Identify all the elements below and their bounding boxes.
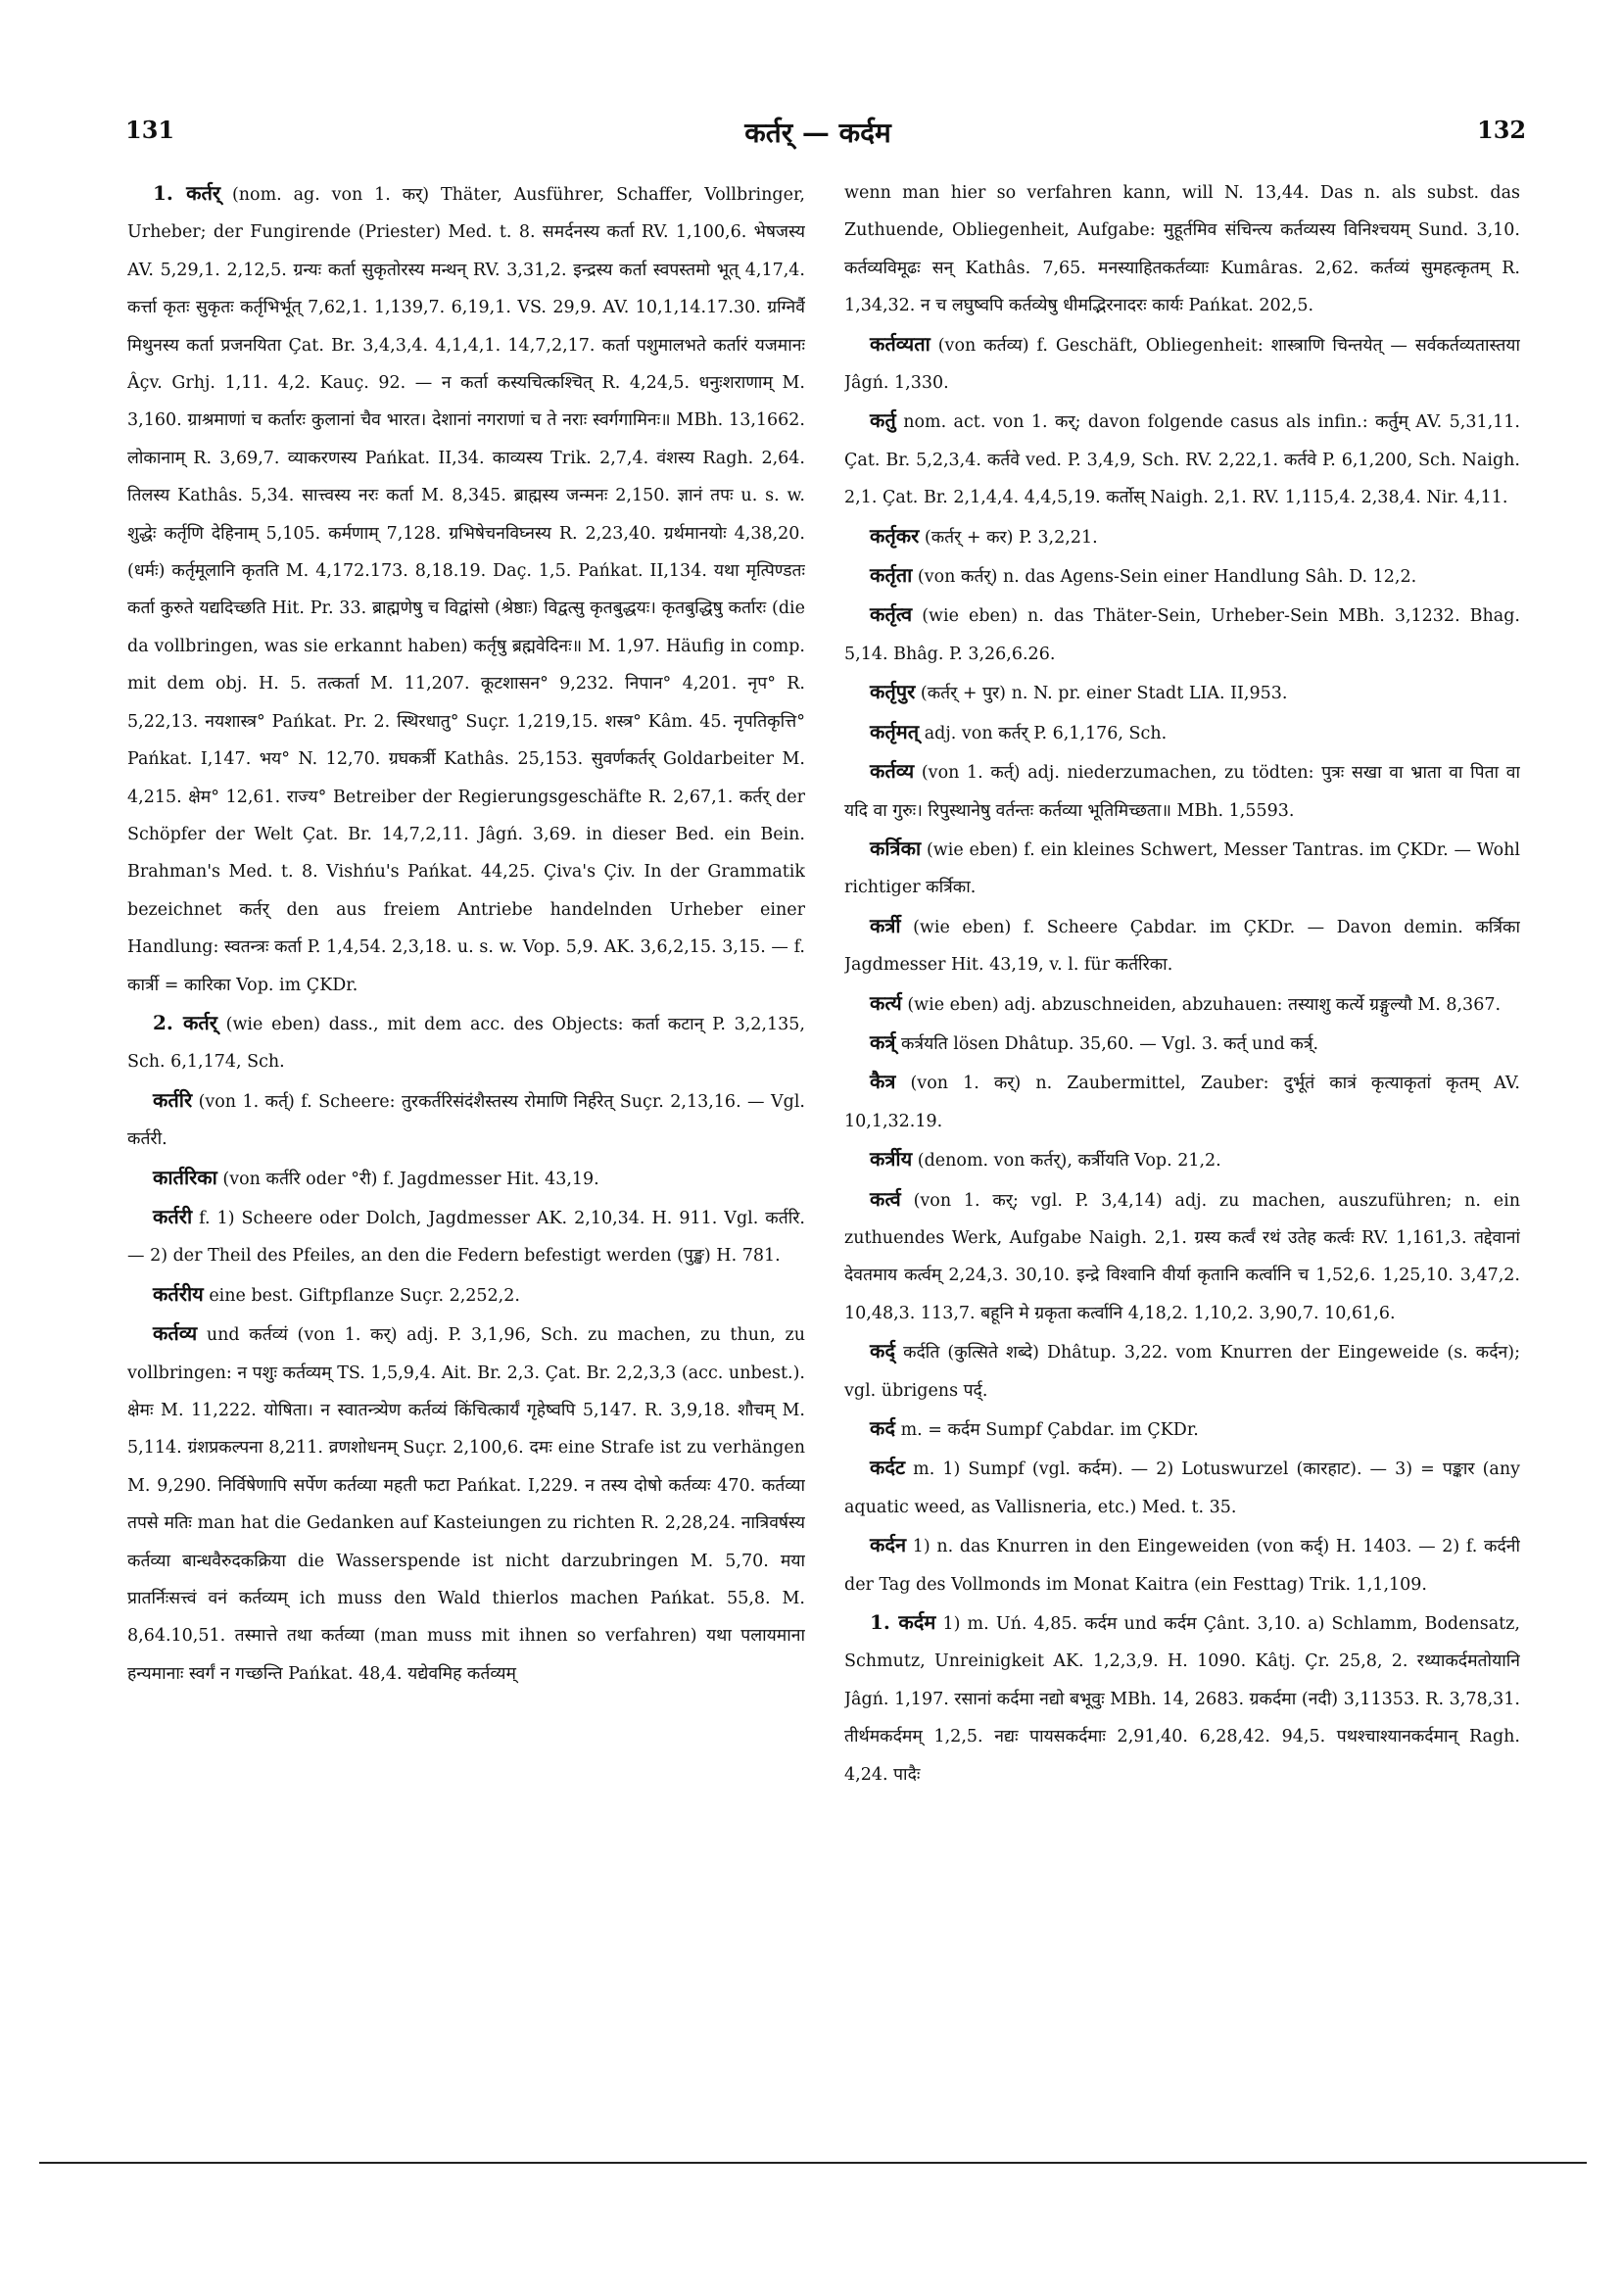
entry-headword: कर्तव्य	[153, 1321, 198, 1346]
dictionary-entry	[844, 325, 1520, 403]
entry-headword: कर्तरीय	[153, 1281, 204, 1306]
entry-text: (wie eben) f. ein kleines Schwert, Messer Tantras. im ÇKDr. — Wohl richtiger कर्त्रिका.	[844, 839, 1520, 898]
entry-headword: कर्त्र्	[870, 1029, 896, 1054]
dictionary-entry	[844, 1449, 1520, 1526]
dictionary-entry	[844, 1180, 1520, 1333]
entry-headword: कर्त्री	[870, 913, 901, 937]
entry-text: adj. von कर्तर् P. 6,1,176, Sch.	[924, 723, 1168, 743]
entry-text: eine best. Giftpflanze Suçr. 2,252,2.	[209, 1285, 520, 1306]
dictionary-entry	[844, 596, 1520, 673]
entry-text: (कर्तर् + कर) P. 3,2,21.	[924, 527, 1098, 548]
entry-text: (कर्तर् + पुर) n. N. pr. einer Stadt LIA. II,953.	[920, 684, 1288, 704]
entry-text: (von 1. कर्त्) adj. niederzumachen, zu tödten: पुत्रः सखा वा भ्राता वा पिता वा यदि वा गुरुः। रिपुस्थानेषु वर्तन्तः कर्तव्या भूतिमिच्छता॥ MBh. 1,5593.	[844, 763, 1520, 821]
entry-text: (von कर्तर्) n. das Agens-Sein einer Handlung Sâh. D. 12,2.	[917, 567, 1417, 588]
entry-text: (von 1. कर्त्) f. Scheere: तुरकर्तरिसंदंशैस्तस्य रोमाणि निर्हरेत् Suçr. 2,13,16. — Vgl. कर्तरी.	[127, 1091, 805, 1150]
dictionary-entry	[844, 1603, 1520, 1794]
dictionary-entry	[127, 1081, 805, 1159]
dictionary-entry	[844, 1332, 1520, 1410]
entry-headword: कर्तव्यता	[870, 331, 930, 356]
entry-headword: 1. कर्तर्	[153, 181, 221, 205]
dictionary-entry	[844, 907, 1520, 984]
entry-text: (wie eben) adj. abzuschneiden, abzuhauen: तस्याशु कर्त्ये ग्रङ्गुल्यौ M. 8,367.	[907, 994, 1502, 1015]
left-column	[127, 174, 805, 2147]
dictionary-entry	[844, 1410, 1520, 1449]
entry-headword: कर्त्व	[870, 1186, 901, 1211]
entry-text: 1) m. Uń. 4,85. कर्दम und कर्दम Çânt. 3,10. a) Schlamm, Bodensatz, Schmutz, Unreinigkeit AK. 1,2,3,9. H. 1090. Kâtj. Çr. 25,8, 2. रथ्याकर्दमतोयानि Jâgń. 1,197. रसानां कर्दमा नद्यो बभूवुः MBh. 14, 2683. ग्रकर्दमा (नदी) 3,11353. R. 3,78,31. तीर्थमकर्दमम् 1,2,5. नद्यः पायसकर्दमाः 2,91,40. 6,28,42. 94,5. पथश्चाश्यानकर्दमान् Ragh. 4,24. पादैः	[844, 1614, 1520, 1785]
entry-headword: कर्द्	[870, 1339, 895, 1363]
entry-text: m. = कर्दम Sumpf Çabdar. im ÇKDr.	[900, 1420, 1199, 1440]
entry-headword: कैत्र	[870, 1070, 896, 1094]
dictionary-entry	[127, 1315, 805, 1693]
dictionary-entry	[844, 1063, 1520, 1140]
entry-text: (wie eben) n. das Thäter-Sein, Urheber-Sein MBh. 3,1232. Bhag. 5,14. Bhâg. P. 3,26,6.26.	[844, 606, 1520, 664]
dictionary-entry	[127, 1275, 805, 1315]
entry-headword: कर्दन	[870, 1533, 907, 1557]
entry-headword: कर्तु	[870, 408, 896, 433]
dictionary-entry	[844, 752, 1520, 830]
dictionary-entry	[844, 402, 1520, 516]
dictionary-entry	[844, 556, 1520, 596]
entry-text: कर्त्रयति lösen Dhâtup. 35,60. — Vgl. 3. कर्त् und कर्त्र्.	[900, 1033, 1319, 1054]
running-head: कर्तर् — कर्दम	[744, 117, 891, 149]
entry-headword: कर्तृपुर	[870, 680, 916, 704]
dictionary-entry	[844, 830, 1520, 907]
entry-headword: कर्त्रीय	[870, 1147, 913, 1172]
entry-text: nom. act. von 1. कर्; davon folgende casus als infin.: कर्तुम् AV. 5,31,11. Çat. Br. 5,2,3,4. कर्तवे ved. P. 3,4,9, Sch. RV. 2,22,1. कर्तवे P. 6,1,200, Sch. Naigh. 2,1. Çat. Br. 2,1,4,4. 4,4,5,19. कर्तोस् Naigh. 2,1. RV. 1,115,4. 2,38,4. Nir. 4,11.	[844, 412, 1520, 508]
entry-text: (nom. ag. von 1. कर्) Thäter, Ausführer, Schaffer, Vollbringer, Urheber; der Fungirende (Priester) Med. t. 8. समर्दनस्य कर्ता RV. 1,100,6. भेषजस्य AV. 5,29,1. 2,12,5. ग्रन्यः कर्ता सुकृतोरस्य मन्थन् RV. 3,31,2. इन्द्रस्य कर्ता स्वपस्तमो भूत् 4,17,4. कर्त्ता कृतः सुकृतः कर्तृभिर्भूत् 7,62,1. 1,139,7. 6,19,1. VS. 29,9. AV. 10,1,14.17.30. ग्रग्निर्वै मिथुनस्य कर्ता प्रजनयिता Çat. Br. 3,4,3,4. 4,1,4,1. 14,7,2,17. कर्ता पशुमालभते कर्तारं यजमानः Âçv. Grhj. 1,11. 4,2. Kauç. 92. — न कर्ता कस्यचित्कश्चित् R. 4,24,5. धनुःशराणाम् M. 3,160. ग्राश्रमाणां च कर्तारः कुलानां चैव भारत। देशानां नगराणां च ते नराः स्वर्गगामिनः॥ MBh. 13,1662. लोकानाम् R. 3,69,7. व्याकरणस्य Pańkat. II,34. काव्यस्य Trik. 2,7,4. वंशस्य Ragh. 2,64. तिलस्य Kathâs. 5,34. सात्त्वस्य नरः कर्ता M. 8,345. ब्राह्मस्य जन्मनः 2,150. ज्ञानं तपः u. s. w. शुद्धेः कर्तृणि देहिनाम् 5,105. कर्मणाम् 7,128. ग्रभिषेचनविघ्नस्य R. 2,23,40. ग्रर्थमानयोः 4,38,20. (धर्मः) कर्तृमूलानि कृतति M. 4,172.173. 8,18.19. Daç. 1,5. Pańkat. II,134. यथा मृत्पिण्डतः कर्ता कुरुते यद्यदिच्छति Hit. Pr. 33. ब्राह्मणेषु च विद्वांसो (श्रेष्ठाः) विद्वत्सु कृतबुद्धयः। कृतबुद्धिषु कर्तारः (die da vollbringen, was sie erkannt haben) कर्तृषु ब्रह्मवेदिनः॥ M. 1,97. Häufig in comp. mit dem obj. H. 5. तत्कर्ता M. 11,207. कूटशासन° 9,232. निपान° 4,201. नृप° R. 5,22,13. नयशास्त्र° Pańkat. Pr. 2. स्थिरधातु° Suçr. 1,219,15. शस्त्र° Kâm. 45. नृपतिकृत्ति° Pańkat. I,147. भय° N. 12,70. ग्रघकर्त्री Kathâs. 25,153. सुवर्णकर्तर् Goldarbeiter M. 4,215. क्षेम° 12,61. राज्य° Betreiber der Regierungsgeschäfte R. 2,67,1. कर्तर् der Schöpfer der Welt Çat. Br. 14,7,2,11. Jâgń. 3,69. in dieser Bed. ein Bein. Brahman's Med. t. 8. Vishńu's Pańkat. 44,25. Çiva's Çiv. In der Grammatik bezeichnet कर्तर् den aus freiem Antriebe handelnden Urheber einer Handlung: स्वतन्त्रः कर्ता P. 1,4,54. 2,3,18. u. s. w. Vop. 5,9. AK. 3,6,2,15. 3,15. — f. कार्त्री = कारिका Vop. im ÇKDr.	[127, 185, 805, 995]
dictionary-entry	[844, 1526, 1520, 1603]
dictionary-entry	[844, 713, 1520, 752]
entry-text: 1) n. das Knurren in den Eingeweiden (von कर्द्) H. 1403. — 2) f. कर्दनी der Tag des Vollmonds im Monat Kaitra (ein Festtag) Trik. 1,1,109.	[844, 1537, 1520, 1595]
entry-text: und कर्तव्यं (von 1. कर्) adj. P. 3,1,96, Sch. zu machen, zu thun, zu vollbringen: न पशुः कर्तव्यम् TS. 1,5,9,4. Ait. Br. 2,3. Çat. Br. 2,2,3,3 (acc. unbest.). क्षेमः M. 11,222. योषिता। न स्वातन्त्र्येण कर्तव्यं किंचित्कार्यं गृहेष्वपि 5,147. R. 3,9,18. शौचम् M. 5,114. ग्रंशप्रकल्पना 8,211. व्रणशोधनम् Suçr. 2,100,6. दमः eine Strafe ist zu verhängen M. 9,290. निर्विषेणापि सर्पेण कर्तव्या महती फटा Pańkat. I,229. न तस्य दोषो कर्तव्यः 470. कर्तव्या तपसे मतिः man hat die Gedanken auf Kasteiungen zu richten R. 2,28,24. नात्रिवर्षस्य कर्तव्या बान्धवैरुदकक्रिया die Wasserspende ist nicht darzubringen M. 5,70. मया प्रातर्निःसत्त्वं वनं कर्तव्यम् ich muss den Wald thierlos machen Pańkat. 55,8. M. 8,64.10,51. तस्मात्ते तथा कर्तव्या (man muss mit ihnen so verfahren) यथा पलायमाना हन्यमानाः स्वर्गं न गच्छन्ति Pańkat. 48,4. यद्येवमिह कर्तव्यम्	[127, 1325, 805, 1684]
dictionary-entry	[127, 1004, 805, 1081]
dictionary-entry	[127, 174, 805, 1004]
entry-text: (von 1. कर्; vgl. P. 3,4,14) adj. zu machen, auszuführen; n. ein zuthuendes Werk, Aufgabe Naigh. 2,1. ग्रस्य कर्त्वं रथं उतेह कर्त्वः RV. 1,161,3. तद्देवानां देवतमाय कर्त्वम् 2,24,3. 30,10. इन्द्रे विश्वानि वीर्या कृतानि कर्त्वानि च 1,52,6. 1,25,10. 3,47,2. 10,48,3. 113,7. बहूनि मे ग्रकृता कर्त्वानि 4,18,2. 1,10,2. 3,90,7. 10,61,6.	[844, 1190, 1520, 1323]
dictionary-entry	[844, 984, 1520, 1024]
page-number-left: 131	[125, 116, 175, 144]
dictionary-entry	[127, 1198, 805, 1275]
entry-headword: 1. कर्दम	[870, 1610, 936, 1635]
dictionary-entry	[127, 1159, 805, 1198]
bottom-rule	[39, 2162, 1587, 2164]
entry-headword: 2. कर्तर्	[153, 1010, 217, 1034]
dictionary-entry	[844, 1140, 1520, 1179]
entry-text: wenn man hier so verfahren kann, will N. 13,44. Das n. als subst. das Zuthuende, Obliegenheit, Aufgabe: मुहूर्तमिव संचिन्त्य कर्तव्यस्य विनिश्चयम् Sund. 3,10. कर्तव्यविमूढः सन् Kathâs. 7,65. मनस्याहितकर्तव्याः Kumâras. 2,62. कर्तव्यं सुमहत्कृतम् R. 1,34,32. न च लघुष्वपि कर्तव्येषु धीमद्भिरनादरः कार्यः Pańkat. 202,5.	[844, 183, 1520, 316]
entry-headword: कर्तरि	[153, 1087, 193, 1112]
entry-headword: कार्तरिका	[153, 1165, 217, 1189]
entry-text: (von 1. कर्) n. Zaubermittel, Zauber: दुर्भूतं कात्रं कृत्याकृतां कृतम् AV. 10,1,32.19.	[844, 1074, 1520, 1131]
entry-text: (wie eben) dass., mit dem acc. des Objects: कर्ता कटान् P. 3,2,135, Sch. 6,1,174, Sch.	[127, 1014, 805, 1073]
entry-text: (wie eben) f. Scheere Çabdar. im ÇKDr. — Davon demin. कर्त्रिका Jagdmesser Hit. 43,19, v. l. für कर्तरिका.	[844, 917, 1520, 976]
entry-text: (von कर्तरि oder °री) f. Jagdmesser Hit. 43,19.	[222, 1169, 599, 1189]
right-column	[844, 174, 1520, 2147]
entry-headword: कर्तृता	[870, 563, 913, 588]
entry-text: m. 1) Sumpf (vgl. कर्दम). — 2) Lotuswurzel (कारहाट). — 3) = पङ्कार (any aquatic weed, as Vallisneria, etc.) Med. t. 35.	[844, 1459, 1520, 1517]
page-number-right: 132	[1477, 116, 1527, 144]
entry-headword: कर्तरी	[153, 1204, 193, 1228]
dictionary-entry	[844, 1024, 1520, 1063]
entry-headword: कर्त्रिका	[870, 836, 922, 860]
entry-text: f. 1) Scheere oder Dolch, Jagdmesser AK. 2,10,34. H. 911. Vgl. कर्तरि. — 2) der Theil des Pfeiles, an den die Federn befestigt werden (पुङ्ख) H. 781.	[127, 1208, 805, 1267]
dictionary-entry	[844, 517, 1520, 556]
entry-headword: कर्तृमत्	[870, 719, 920, 743]
entry-headword: कर्तृकर	[870, 523, 920, 548]
entry-headword: कर्तृत्व	[870, 602, 913, 627]
entry-text: कर्दति (कुत्सिते शब्दे) Dhâtup. 3,22. vom Knurren der Eingeweide (s. कर्दन); vgl. übrigens पर्द्.	[844, 1343, 1520, 1401]
entry-headword: कर्त्य	[870, 990, 902, 1015]
entry-headword: कर्दट	[870, 1456, 906, 1480]
entry-headword: कर्द	[870, 1416, 895, 1440]
dictionary-entry	[844, 673, 1520, 712]
entry-headword: कर्तव्य	[870, 759, 915, 784]
entry-text: (von कर्तव्य) f. Geschäft, Obliegenheit: शास्त्राणि चिन्तयेत् — सर्वकर्तव्यतास्तया Jâgń. 1,330.	[844, 335, 1520, 394]
entry-text: (denom. von कर्तर्), कर्त्रीयति Vop. 21,2.	[917, 1151, 1221, 1172]
dictionary-entry-continued	[844, 174, 1520, 325]
